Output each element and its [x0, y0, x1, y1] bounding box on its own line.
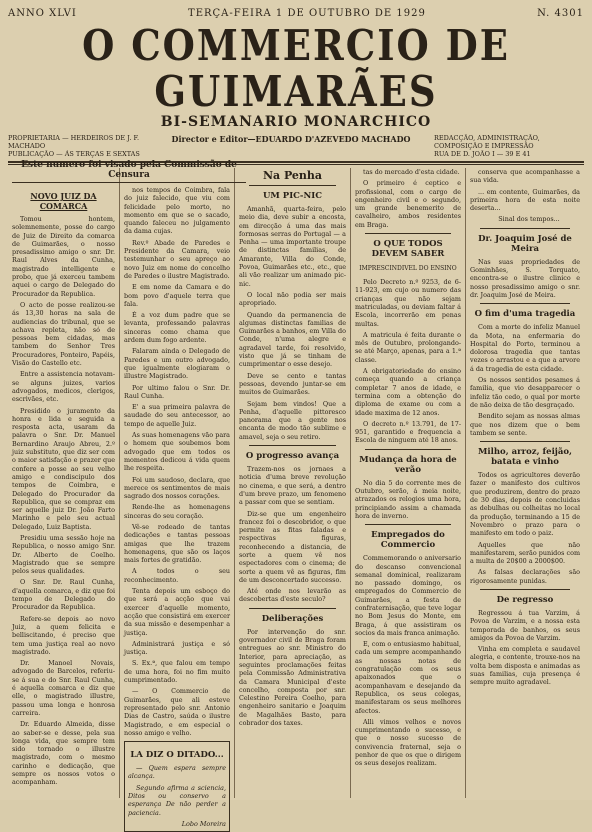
paragraph: Nas suas propriedades de Gominhães, S. Torquato, encontra-se o ilustre clinico e nosso presadissimo amigo o snr. dr. Joaquim José de Meira.: [470, 257, 580, 299]
subhead-pic-nic: UM PIC-NIC: [263, 191, 322, 201]
paragraph: Todos os agricultores deverão fazer o manifesto dos cultivos que produzirem, dentro do prazo de 30 dias, depois de concluidas as debulhas ou colheitas no local da produção, terminando a 15 de Novembro o prazo para o manifesto em todo o paiz.: [470, 471, 580, 538]
paragraph: As suas homenagens vão para o homem que soubemos bom advogado que em todos os momentos dedicou á vida quem lhe respeita.: [124, 431, 230, 473]
paragraph: Dr. Manoel Novais, advogado de Barcelos, referiu-se á sua e do Snr. Raul Cunha, é aquella comarca e diz que elle, o magistrado illustre, passou uma longa e honrosa carreira.: [12, 659, 115, 717]
paragraph: E, com o entusiasmo habitual, cada um sempre acompanhando as nossas notas de congratulação com os seus apaixonados que o acompanhavam e desejando da Republica, os seus colegas, manifestaram os seus melhores afectos.: [355, 640, 461, 715]
divider: [480, 441, 570, 442]
publication-label: PUBLICAÇÃO — ÁS TERÇAS E SEXTAS: [8, 150, 140, 158]
headline-regresso: De regresso: [496, 594, 554, 605]
divider: [480, 303, 570, 304]
top-row: [8, 6, 584, 20]
paragraph: S. Ex.ª, que falou em tempo de uma hora, foi no fim muito cumprimentado.: [124, 659, 230, 685]
paragraph: Com a morte do infeliz Manuel da Mota, na enfermaria do Hospital do Porto, terminou a dolorosa tragedia que tantas vezes o arrastou e a que a arvore á da tragedia de esta cidade.: [470, 323, 580, 373]
masthead-subtitle: BI-SEMANARIO MONARCHICO: [160, 114, 432, 130]
paragraph: Os nossos sentidos pesames á familia, que vio desapparecer o infeliz tão cedo, o qual por morte de não deixa de tão desgraçado.: [470, 376, 580, 409]
paragraph: Refere-se depois ao novo Juiz, a quem felicita e belliscitando, é preciso que tem uma justiça real ao novo magistrado.: [12, 614, 115, 656]
headline-progresso: O progresso avança: [245, 451, 340, 462]
paragraph: Aquelles que não manifestarem, serão punidos com a multa de 20$00 a 2000$00.: [470, 540, 580, 566]
saying-box: [124, 741, 230, 832]
column-3: [235, 168, 351, 798]
subhead-ensino: IMPRESCINDIVEL DO ENSINO: [359, 265, 457, 273]
paragraph: conserva que acompanhasse a sua vida.: [470, 168, 580, 185]
paragraph: Deve se cento e tantas pessoas, devendo juntar-se em muitos de Guimarães.: [239, 371, 346, 397]
article-columns: [8, 168, 584, 828]
paragraph: A matricula é feita durante o mês de Outubro, prolongando-se até Março, apenas, para a 1.ª classe.: [355, 330, 461, 364]
paragraph: Sejam bem vindos! Que a Penha, d'aquelle pittoresco panorama que a gente nos encanta de modo tão sublime e amavel, seja o seu retiro.: [239, 399, 346, 441]
paragraph: No dia 5 do corrente mes de Outubro, serão, á meia noite, atrazados os relogios uma hora, principiando assim a chamada hora de inverno.: [355, 478, 461, 520]
paragraph: Rev.º Abade de Paredes e Presidente da Camara, veio testemunhar o seu apreço ao novo Juiz em nome do concelho de Paredes o ilustre Magistrado.: [124, 238, 230, 280]
paragraph: tas do mercado d'esta cidade.: [363, 168, 460, 176]
paragraph: Vinha em completa e saudavel alegria, e contente, trouxe-nos na volta bem disposta e animadas as suas familias, cuja presença é sempre muito agradavel.: [470, 645, 580, 687]
column-1: [8, 168, 120, 798]
column-4: [351, 168, 466, 798]
paragraph: Tenta depois um esboço do que será a acção que vai exercer d'aquelle momento, acção que consistirá em exercer da sua missão e desempenhar a justiça.: [124, 587, 230, 637]
headline-novo-juiz: NOVO JUIZ DA COMARCA: [30, 191, 97, 211]
owner-label: PROPRIETARIA — HERDEIROS DE J. F. MACHADO: [8, 134, 140, 150]
paragraph: Vê-se rodeado de tantas dedicações e tantas pessoas amigas que lhe trazem homenagens, que são os laços mais fortes de gratidão.: [124, 522, 230, 565]
info-row: [8, 134, 584, 158]
saying-byline: Lobo Moreira: [181, 819, 226, 828]
date-label: TERÇA-FEIRA 1 DE OUTUBRO DE 1929: [188, 7, 426, 19]
headline-empregados: Empregados do Commercio: [371, 530, 445, 551]
director-label: Director e Editor—EDUARDO D'AZEVEDO MACHADO: [171, 134, 411, 144]
paragraph: A todos o seu reconhecimento.: [124, 567, 230, 584]
paragraph: Presidiu uma sessão hoje na Republica, o nosso amigo Snr. Dr. Alberto de Coelho. Magistrado que se sempre pelos seus qualidades.: [12, 533, 115, 576]
column-2: [120, 168, 235, 828]
paragraph: — O Commercio de Guimarães, que ali esteve representado pelo snr. Antonio Dias de Castro, saúda o ilustre Magistrado, e em especial o nosso amigo e velho.: [124, 687, 230, 737]
paragraph: Sinal dos tempos...: [498, 215, 560, 224]
paragraph: Até onde nos levarão as descobertas d'este seculo?: [239, 587, 346, 604]
paragraph: Commemorando o aniversario do descanso convencional semanal dominical, realizaram no passado domingo, os empregados do Commercio de Guimarães, a festa de confraternisação, que teve logar no Bom Jesus do Monte, em Braga, á que assistiram os socios da mais franca animação.: [355, 554, 461, 637]
paragraph: ... em contente, Guimarães, da primeira hora de esta noite deserta...: [470, 187, 580, 213]
divider: [480, 228, 570, 229]
saying-title: LA DIZ O DITADO...: [130, 750, 224, 761]
divider: [365, 449, 451, 450]
headline-o-que-todos: O QUE TODOS DEVEM SABER: [371, 239, 445, 260]
office-label: REDACÇÃO, ADMINISTRAÇÃO, COMPOSIÇÃO E IMPRESSÃO: [433, 134, 540, 150]
paragraph: Por ultimo falou o Snr. Dr. Raul Cunha.: [124, 383, 230, 400]
paragraph: Trazem-nos os jornaes a noticia d'uma breve revolução no cinema, e que será, a dentro d'um breve prazo, um fenomeno a passar com que se sentiam.: [239, 465, 346, 507]
paragraph: Por intervenção do snr. governador civil de Braga foram entregues ao snr. Ministro do Interior, para apreciação, as seguintes proclamações feitas pela Commissão Administrativa da Camara Municipal d'este concelho, composta por snr. Celestino Pereira Coelho, para engenheiro sanitario e Joaquim de Magalhães Basto, para cobrador dos taxes.: [239, 627, 346, 728]
paragraph: Dr. Eduardo Almeida, disse ao saber-se e desse, pela sua longa vida, que sempre tem sido tornado o illustre magistrado, com o mesmo carinho e dedicação, que sempre os nossos votos o acompanham.: [12, 720, 115, 787]
saying-line: — Quem espera sempre alcança.: [128, 764, 226, 781]
divider: [480, 589, 570, 590]
headline-deliberacoes: Deliberações: [261, 613, 324, 624]
paragraph: Entre a assistencia notavam-se alguns juizes, varios advogados, medicos, clerigos, escrivães, etc.: [12, 370, 115, 404]
headline-na-penha: Na Penha: [262, 169, 323, 182]
paragraph: Diz-se que um engenheiro francez foi o descobridor, o que permite as fitas faladas e respectivas figuras, reconhecendo a distancia, de sorte a quem vê nos espectadores com o cinema; de sorte a quem vê as figuras, fim de um desconcertado successo.: [239, 509, 346, 584]
paragraph: Alli vimos velhos e novos cumprimentando o sucesso, e que o nosso sucesso de convivencia fraternal, seja o penhor de que os que o dirigem os seus desejos realizam.: [355, 717, 461, 768]
issue-number: N. 4301: [537, 7, 584, 19]
year-label: ANNO XLVI: [8, 7, 77, 19]
headline-meira: Dr. Joaquim José de Meira: [478, 233, 572, 254]
paragraph: O acto de posse realizou-se ás 13,30 horas na sala de audiencias do tribunal, que se achava repleta, não só de pessoas bem cidadas, mas tambem do Senhor Tres Procuradores, Ponteiro, Papéis, Visão do Castello etc.: [12, 300, 115, 368]
paragraph: Amanhã, quarta-feira, pelo meio dia, deve subir a encosta, em direcção á uma das mais formosas serras do Portugal — a Penha — uma importante troupe de distinctas familias, de Amarante, Villa do Conde, Povoa, Guimarães etc., etc., que ali vão realizar um animado pic-nic.: [239, 205, 346, 288]
paragraph: O local não podia ser mais apropriado.: [239, 290, 346, 308]
paragraph: Administrará justiça e só justiça.: [124, 639, 230, 657]
divider: [249, 608, 336, 609]
masthead-title: O COMMERCIO DE GUIMARÃES: [82, 19, 510, 117]
headline-tragedia: O fim d'uma tragedia: [474, 309, 576, 320]
saying-line: Segundo afirma a sciencia, Ditos ou conservo a esperança De não perder a paciencia.: [128, 783, 226, 817]
divider: [249, 185, 336, 186]
paragraph: A obrigatoriedade do ensino começa quando a criança completar 7 anos de idade, e termina com a obtenção do diploma de exame ou com a idade maxima de 12 anos.: [355, 367, 461, 417]
paragraph: O Snr. Dr. Raul Cunha, d'aquella comarca, e diz que foi tempo de Delegado do Procurador da Republica.: [12, 578, 116, 612]
divider: [365, 233, 451, 234]
paragraph: Pelo Decreto n.º 9253, de 6-11-923, em cujo ou numero das crianças que não sejam matriculadas, ou deviam faltar á Escola, incorrerão em penas multas.: [355, 278, 461, 328]
paragraph: Regressou á tua Varzim, á Povoa de Varzim, e a nossa esta temporada de banhos, os seus amigos da Povoa de Varzim.: [470, 608, 580, 642]
paragraph: Rende-lhe as homenagens sinceras do seu coração.: [124, 503, 230, 520]
column-5: [466, 168, 584, 798]
paragraph: Bendito sejam as nossas almas que nos dizem que o bem tambem se sente.: [470, 412, 580, 437]
paragraph: E' a sua primeira palavra de saudade do seu antecessor, ao tempo de aquelle Juiz.: [124, 403, 230, 428]
paragraph: Falaram ainda o Delegado de Paredes e um outro advogado, que igualmente elogiaram o illustre Magistrado.: [124, 347, 230, 381]
divider: [365, 524, 451, 525]
paragraph: O decreto n.º 13.791, de 17-951, garantido e frequencia a Escola de ninguem até 18 anos.: [355, 419, 461, 445]
divider: [249, 445, 336, 446]
paragraph: O primeiro é ceptico e profissional, com o cargo de engenheiro civil e o segundo, um grande benemerito de cavalheiro, ambos residentes em Braga.: [355, 179, 461, 229]
paragraph: As falsas declarações são rigorosamente punidas.: [470, 568, 580, 585]
headline-hora-verao: Mudança da hora de verão: [359, 454, 457, 475]
address-label: RUA DE D. JOÃO I — 39 E 41: [433, 150, 531, 158]
paragraph: E em nome da Camara e do bom povo d'aquele terra que fala.: [124, 283, 230, 308]
censor-note: Este numero foi visado pela Commissão de Censura: [12, 160, 246, 183]
paragraph: Tomou hontem, solemnemente, posse do cargo de Juiz de Direito da comarca de Guimarães, o nosso presadissimo amigo o snr. Dr. Raul Alves da Cunha, magistrado intelligente e probo, que já exerceu tambem aquei o cargo de Delegado do Procurador da Republica.: [12, 215, 115, 298]
paragraph: Quando da permanencia de algumas distinctas familias de Guimarães a banhos, em Villa do Conde, n'uma alegre e agradavel tarde, foi resolvido, visto que já se tinham de cumprimentar o esse desejo.: [239, 310, 346, 369]
paragraph: nos tempos de Coimbra, fala do juiz falecido, que viu com felicidade pelo morto, no momento em que se o sacado, quando faleceu no julgamento da dama cujas.: [124, 186, 230, 236]
paragraph: Foi um saudoso, declara, que merece os sentimentos de mais sagrado dos nossos corações.: [124, 475, 230, 501]
headline-milho: Milho, arroz, feijão, batata e vinho: [477, 447, 573, 468]
paragraph: Presidido o juramento da honra e lida e seguida a resposta acta, usaram da palavra o Snr. Dr. Manuel Bernardino Araujo Abreu, 2.º juiz substituto, que diz ser com o maior satisfação e prazer que confere a posse ao seu velho amigo e condiscipulo dos tempos de Coimbra, e Delegado do Procurador da Republica, que se compraz em ser aquelle juiz Dr. João Farto Marinho e pelo seu actual Delegado, Luiz Baptista.: [12, 406, 115, 531]
paragraph: É a voz dum padre que se levanta, professando palavras sinceras como chama que ardem dum fogo ardente.: [124, 311, 230, 345]
